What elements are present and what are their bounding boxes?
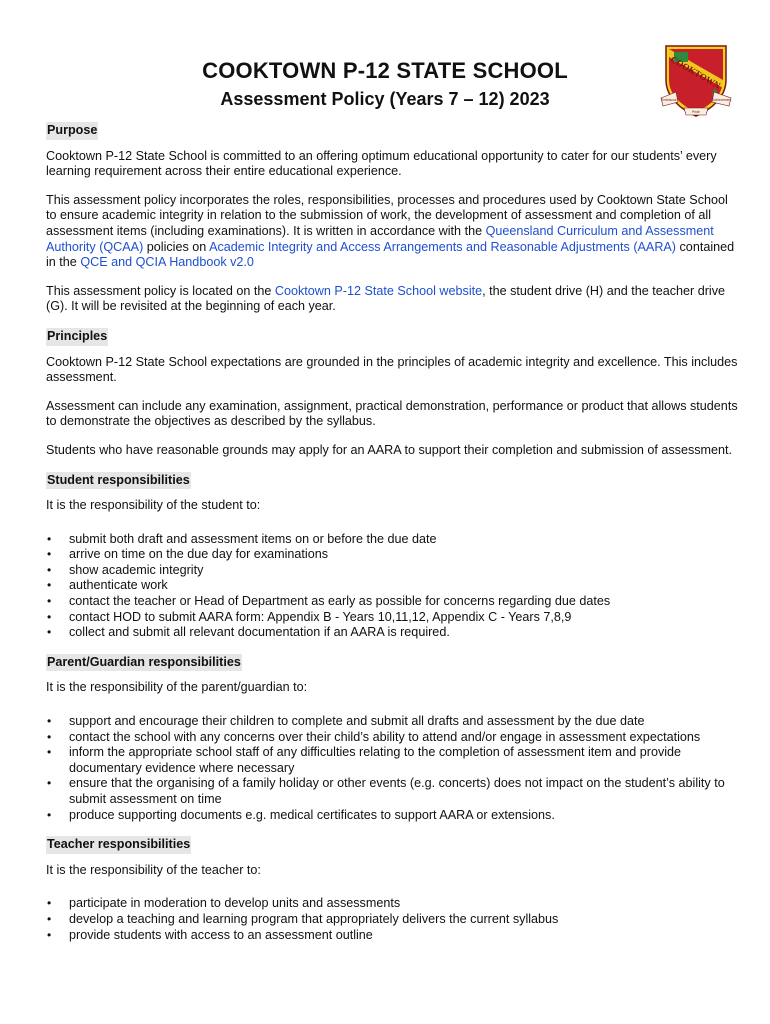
parent-responsibilities-heading: Parent/Guardian responsibilities <box>46 654 242 672</box>
purpose-paragraph-2 <box>46 193 738 271</box>
page-subtitle: Assessment Policy (Years 7 – 12) 2023 <box>220 89 550 109</box>
teacher-responsibilities-list <box>46 896 738 943</box>
principles-paragraph-2: Assessment can include any examination, assignment, practical demonstration, performance or product that allows students to demonstrate the objectives as described by the syllabus. <box>46 398 738 429</box>
purpose-paragraph-1: Cooktown P-12 State School is committed to an offering optimum educational opportunity to cater for our students’ every learning requirement across their entire educational experience. <box>46 148 717 179</box>
list-item: • develop a teaching and learning program that appropriately delivers the current syllabus <box>46 912 738 928</box>
purpose-heading: Purpose <box>46 122 98 140</box>
list-item: • provide students with access to an assessment outline <box>46 928 738 944</box>
school-website-link[interactable]: Cooktown P-12 State School website <box>274 283 483 298</box>
list-item: • contact the school with any concerns over their child’s ability to attend and/or engage in assessment expectations <box>46 730 738 746</box>
document-body <box>46 122 738 956</box>
list-item: • participate in moderation to develop units and assessments <box>46 896 738 912</box>
crest-motto-right: Achievement <box>712 98 732 102</box>
page-title: COOKTOWN P-12 STATE SCHOOL <box>202 58 568 83</box>
text-span: This assessment policy incorporates the roles, responsibilities, processes and procedures used by Cooktown State School to ensure academic integrity in relation to the submission of work, the development of assessment and completion of all assessment items (including examinations). It is written in accordance with the <box>46 192 728 238</box>
list-item: • contact the teacher or Head of Department as early as possible for concerns regarding due dates <box>46 594 738 610</box>
student-intro: It is the responsibility of the student to: <box>46 498 261 513</box>
list-item: • contact HOD to submit AARA form: Appendix B - Years 10,11,12, Appendix C - Years 7,8,9 <box>46 610 738 626</box>
list-item: • authenticate work <box>46 578 738 594</box>
text-span: policies on <box>143 239 210 254</box>
list-item: • arrive on time on the due day for examinations <box>46 547 738 563</box>
principles-paragraph-3: Students who have reasonable grounds may apply for an AARA to support their completion and submission of assessment. <box>46 442 733 457</box>
teacher-intro: It is the responsibility of the teacher to: <box>46 862 261 877</box>
principles-heading: Principles <box>46 328 108 346</box>
student-responsibilities-heading: Student responsibilities <box>46 472 191 490</box>
qce-qcia-handbook-link[interactable]: QCE and QCIA Handbook v2.0 <box>80 255 254 270</box>
principles-paragraph-1: Cooktown P-12 State School expectations are grounded in the principles of academic integrity and excellence. This includes assessment. <box>46 354 738 385</box>
list-item: • produce supporting documents e.g. medical certificates to support AARA or extensions. <box>46 808 738 824</box>
list-item: • inform the appropriate school staff of any difficulties relating to the completion of assessment item and provide documentary evidence where necessary <box>46 745 738 776</box>
title-block <box>0 58 770 110</box>
academic-integrity-aara-link[interactable]: Academic Integrity and Access Arrangements and Reasonable Adjustments (AARA) <box>209 239 677 254</box>
list-item: • support and encourage their children to complete and submit all drafts and assessment by the due date <box>46 714 738 730</box>
list-item: • submit both draft and assessment items on or before the due date <box>46 532 738 548</box>
text-span: contained in the <box>46 239 735 270</box>
crest-motto-bottom: Pride <box>692 110 700 114</box>
list-item: • collect and submit all relevant documentation if an AARA is required. <box>46 625 738 641</box>
list-item: • ensure that the organising of a family holiday or other events (e.g. concerts) does not impact on the student’s ability to submit assessment on time <box>46 776 738 807</box>
teacher-responsibilities-heading: Teacher responsibilities <box>46 836 191 854</box>
purpose-paragraph-3 <box>46 284 738 315</box>
parent-responsibilities-list <box>46 714 738 823</box>
list-item: • show academic integrity <box>46 563 738 579</box>
school-crest-logo <box>660 42 732 118</box>
student-responsibilities-list <box>46 532 738 641</box>
qcaa-link[interactable]: Queensland Curriculum and Assessment Authority (QCAA) <box>46 223 714 254</box>
text-span: , the student drive (H) and the teacher drive (G). It will be revisited at the beginning of each year. <box>46 283 726 314</box>
crest-lettering: COOKTOWN <box>668 54 723 91</box>
parent-intro: It is the responsibility of the parent/guardian to: <box>46 680 308 695</box>
crest-motto-left: Endeavour <box>661 98 677 102</box>
text-span: This assessment policy is located on the <box>46 283 275 298</box>
